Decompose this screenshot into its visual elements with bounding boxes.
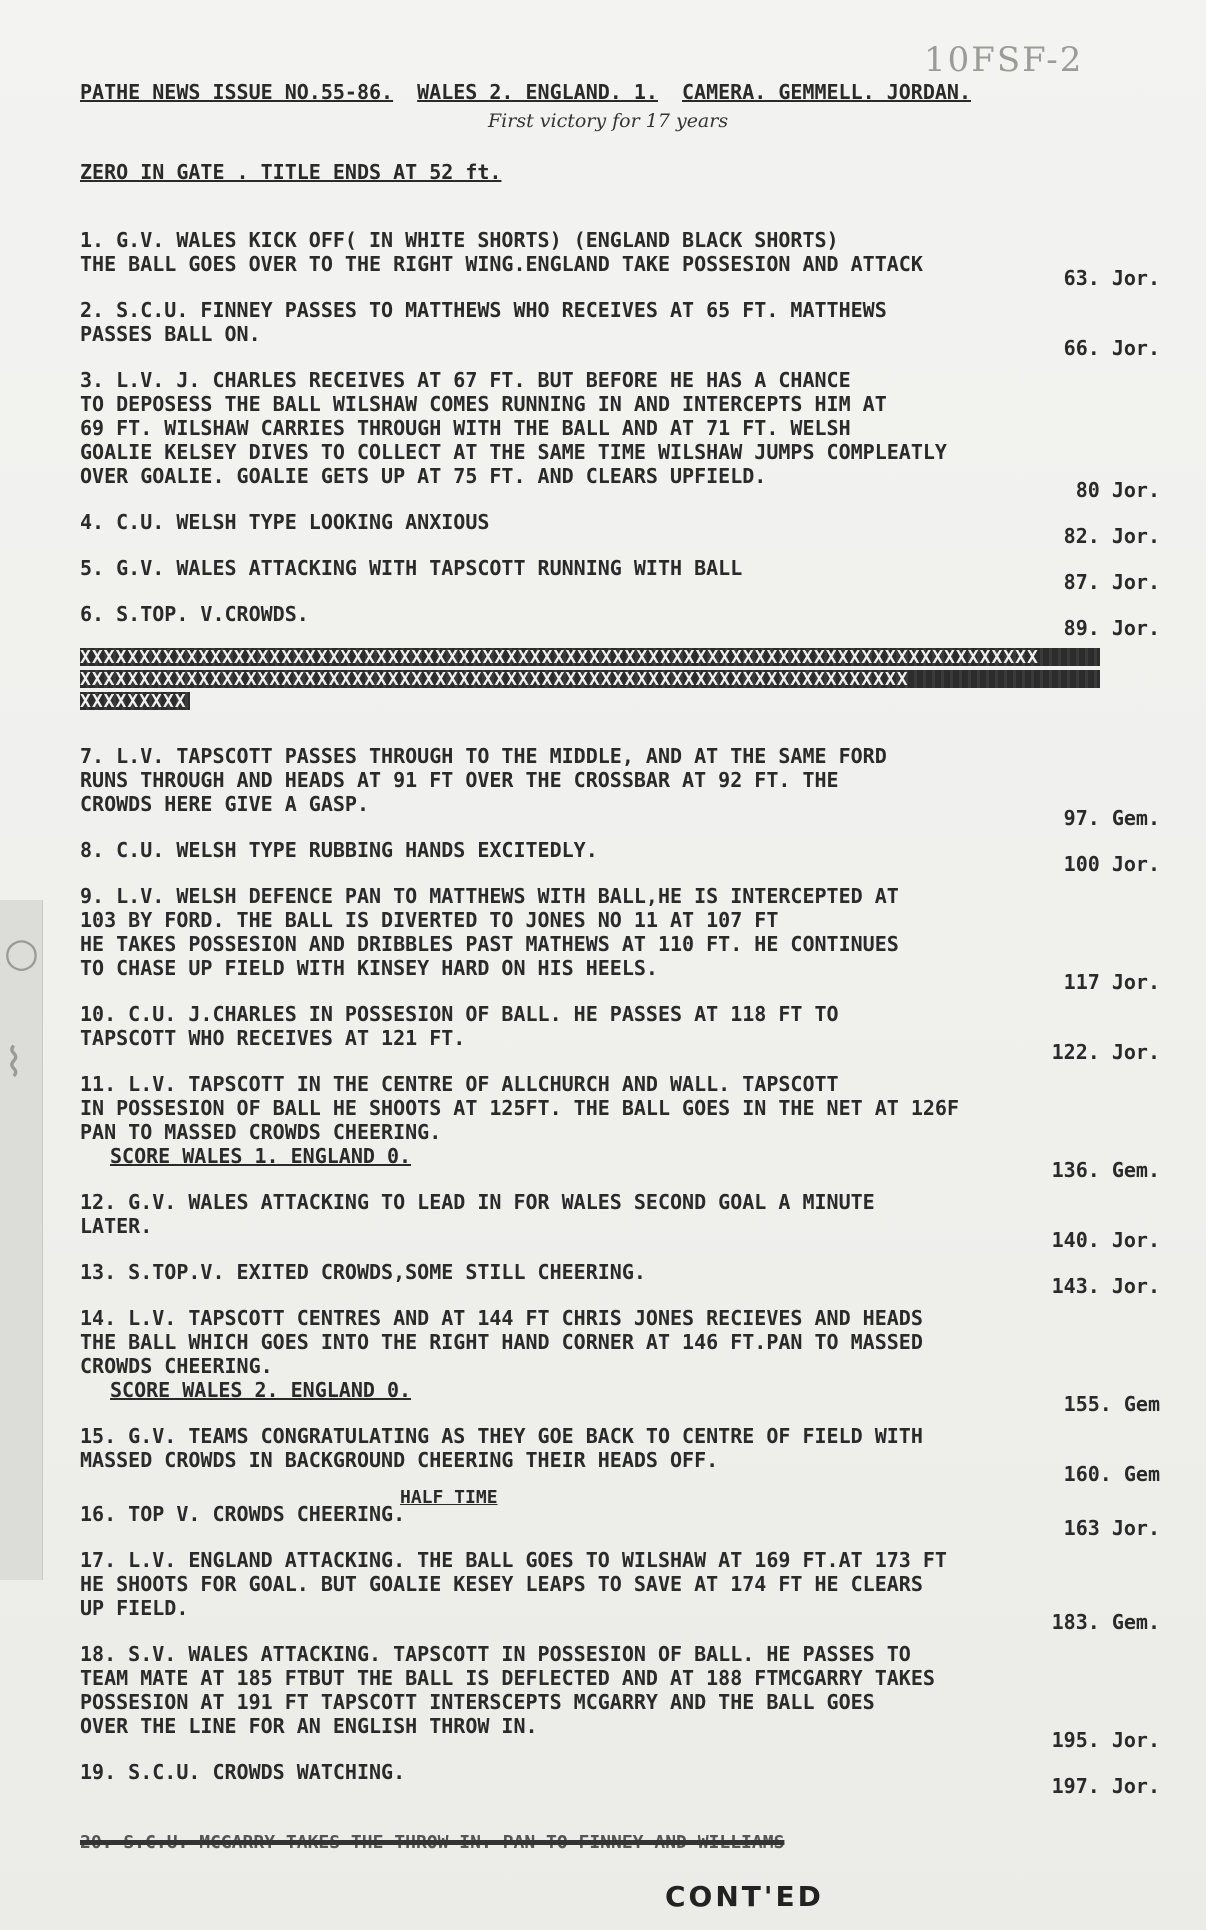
continued-note: CONT'ED [665, 1880, 824, 1913]
shot-list [80, 228, 1160, 1806]
shot-entry [80, 298, 1160, 360]
shot-entry [80, 838, 1160, 876]
shot-text: 2. S.C.U. FINNEY PASSES TO MATTHEWS WHO RECEIVES AT 65 FT. MATTHEWS PASSES BALL ON. [80, 298, 887, 346]
shot-entry [80, 1424, 1160, 1486]
shot-footage: 160. Gem [1063, 1462, 1160, 1486]
document-header [80, 80, 1190, 104]
score-line: SCORE WALES 1. ENGLAND 0. [110, 1144, 412, 1168]
shot-text: 12. G.V. WALES ATTACKING TO LEAD IN FOR WALES SECOND GOAL A MINUTE LATER. [80, 1190, 875, 1238]
shot-footage: 66. Jor. [1063, 336, 1160, 360]
shot-footage: 87. Jor. [1063, 570, 1160, 594]
shot-text: 3. L.V. J. CHARLES RECEIVES AT 67 FT. BUT BEFORE HE HAS A CHANCE TO DEPOSESS THE BALL WILSHAW COMES RUNNING IN AND INTERCEPTS HIM AT 69 FT. WILSHAW CARRIES THROUGH WITH THE BALL AND AT 71 FT. WELSH GOALIE KELSEY DIVES TO COLLECT AT THE SAME TIME WILSHAW JUMPS COMPLEATLY OVER GOALIE. GOALIE GETS UP AT 75 FT. AND CLEARS UPFIELD. [80, 368, 947, 488]
shot-entry [80, 1190, 1160, 1252]
struck-out-entry: 20. S.C.U. MCGARRY TAKES THE THROW IN. PAN TO FINNEY AND WILLIAMS [80, 1832, 785, 1853]
struck-line: XXXXXXXXXXXXXXXXXXXXXXXXXXXXXXXXXXXXXXXXXXXXXXXXXXXXXXXXXXXXXXXXXXXXXX [80, 670, 1100, 688]
shot-footage: 122. Jor. [1051, 1040, 1160, 1064]
score-line: SCORE WALES 2. ENGLAND 0. [110, 1378, 412, 1402]
shot-footage: 155. Gem [1063, 1392, 1160, 1416]
shot-text: 14. L.V. TAPSCOTT CENTRES AND AT 144 FT CHRIS JONES RECIEVES AND HEADS THE BALL WHICH GOES INTO THE RIGHT HAND CORNER AT 146 FT.PAN TO MASSED CROWDS CHEERING. [80, 1306, 923, 1378]
shot-entry [80, 368, 1160, 502]
shot-text: 13. S.TOP.V. EXITED CROWDS,SOME STILL CHEERING. [80, 1260, 646, 1284]
shot-text: 8. C.U. WELSH TYPE RUBBING HANDS EXCITEDLY. [80, 838, 598, 862]
shot-entry [80, 1072, 1160, 1182]
shot-entry [80, 556, 1160, 594]
shot-footage: 143. Jor. [1051, 1274, 1160, 1298]
tab-pencil-mark: ⌇ [4, 1040, 24, 1086]
camera-credits: CAMERA. GEMMELL. JORDAN. [682, 80, 971, 104]
struck-line: XXXXXXXXX [80, 692, 190, 710]
shot-text: 5. G.V. WALES ATTACKING WITH TAPSCOTT RUNNING WITH BALL [80, 556, 743, 580]
shot-entry [80, 744, 1160, 830]
shot-footage: 63. Jor. [1063, 266, 1160, 290]
shot-text: 7. L.V. TAPSCOTT PASSES THROUGH TO THE MIDDLE, AND AT THE SAME FORD RUNS THROUGH AND HEADS AT 91 FT OVER THE CROSSBAR AT 92 FT. THE CROWDS HERE GIVE A GASP. [80, 744, 887, 816]
shot-text: 18. S.V. WALES ATTACKING. TAPSCOTT IN POSSESION OF BALL. HE PASSES TO TEAM MATE AT 185 FTBUT THE BALL IS DEFLECTED AND AT 188 FTMCGARRY TAKES POSSESION AT 191 FT TAPSCOTT INTERSCEPTS MCGARRY AND THE BALL GOES OVER THE LINE FOR AN ENGLISH THROW IN. [80, 1642, 935, 1738]
shot-entry [80, 1760, 1160, 1798]
shot-footage: 117 Jor. [1063, 970, 1160, 994]
shot-entry [80, 510, 1160, 548]
tab-pencil-mark: ○ [4, 930, 39, 976]
shot-text: 9. L.V. WELSH DEFENCE PAN TO MATTHEWS WITH BALL,HE IS INTERCEPTED AT 103 BY FORD. THE BALL IS DIVERTED TO JONES NO 11 AT 107 FT HE TAKES POSSESION AND DRIBBLES PAST MATHEWS AT 110 FT. HE CONTINUES TO CHASE UP FIELD WITH KINSEY HARD ON HIS HEELS. [80, 884, 899, 980]
shot-text: 1. G.V. WALES KICK OFF( IN WHITE SHORTS) (ENGLAND BLACK SHORTS) THE BALL GOES OVER TO THE RIGHT WING.ENGLAND TAKE POSSESION AND ATTACK [80, 228, 923, 276]
shot-entry [80, 1487, 1160, 1540]
shot-footage: 195. Jor. [1051, 1728, 1160, 1752]
shot-text: 11. L.V. TAPSCOTT IN THE CENTRE OF ALLCHURCH AND WALL. TAPSCOTT IN POSSESION OF BALL HE SHOOTS AT 125FT. THE BALL GOES IN THE NET AT 126F PAN TO MASSED CROWDS CHEERING. [80, 1072, 959, 1144]
shot-text: 17. L.V. ENGLAND ATTACKING. THE BALL GOES TO WILSHAW AT 169 FT.AT 173 FT HE SHOOTS FOR GOAL. BUT GOALIE KESEY LEAPS TO SAVE AT 174 FT HE CLEARS UP FIELD. [80, 1548, 947, 1620]
shot-entry [80, 1260, 1160, 1298]
shot-footage: 197. Jor. [1051, 1774, 1160, 1798]
zero-in-gate-line: ZERO IN GATE . TITLE ENDS AT 52 ft. [80, 160, 502, 184]
shot-text: 4. C.U. WELSH TYPE LOOKING ANXIOUS [80, 510, 490, 534]
match-title: WALES 2. ENGLAND. 1. [417, 80, 658, 104]
shot-footage: 80 Jor. [1075, 478, 1160, 502]
shot-footage: 183. Gem. [1051, 1610, 1160, 1634]
shot-text: 15. G.V. TEAMS CONGRATULATING AS THEY GOE BACK TO CENTRE OF FIELD WITH MASSED CROWDS IN BACKGROUND CHEERING THEIR HEADS OFF. [80, 1424, 923, 1472]
shot-entry [80, 228, 1160, 290]
shot-text: 6. S.TOP. V.CROWDS. [80, 602, 309, 626]
struck-line: XXXXXXXXXXXXXXXXXXXXXXXXXXXXXXXXXXXXXXXXXXXXXXXXXXXXXXXXXXXXXXXXXXXXXXXXXXXXXXXXX [80, 648, 1100, 666]
half-time-marker: HALF TIME [400, 1487, 498, 1508]
shot-entry [80, 1002, 1160, 1064]
struck-out-text [80, 648, 1100, 714]
shot-footage: 82. Jor. [1063, 524, 1160, 548]
file-tab [0, 900, 43, 1580]
shot-footage: 140. Jor. [1051, 1228, 1160, 1252]
handwritten-note: First victory for 17 years [488, 110, 729, 132]
shot-footage: 100 Jor. [1063, 852, 1160, 876]
shot-entry [80, 1548, 1160, 1634]
shot-entry [80, 1642, 1160, 1752]
shot-footage: 136. Gem. [1051, 1158, 1160, 1182]
shot-footage: 89. Jor. [1063, 616, 1160, 640]
shot-text: 16. TOP V. CROWDS CHEERING. [80, 1502, 406, 1526]
shot-text: 19. S.C.U. CROWDS WATCHING. [80, 1760, 406, 1784]
shot-footage: 97. Gem. [1063, 806, 1160, 830]
shot-footage: 163 Jor. [1063, 1516, 1160, 1540]
pencil-reference-number: 10FSF-2 [924, 40, 1084, 80]
shot-entry [80, 602, 1160, 640]
issue-number: PATHE NEWS ISSUE NO.55-86. [80, 80, 394, 104]
shot-entry [80, 884, 1160, 994]
shot-text: 10. C.U. J.CHARLES IN POSSESION OF BALL. HE PASSES AT 118 FT TO TAPSCOTT WHO RECEIVES AT 121 FT. [80, 1002, 839, 1050]
shot-entry [80, 1306, 1160, 1416]
